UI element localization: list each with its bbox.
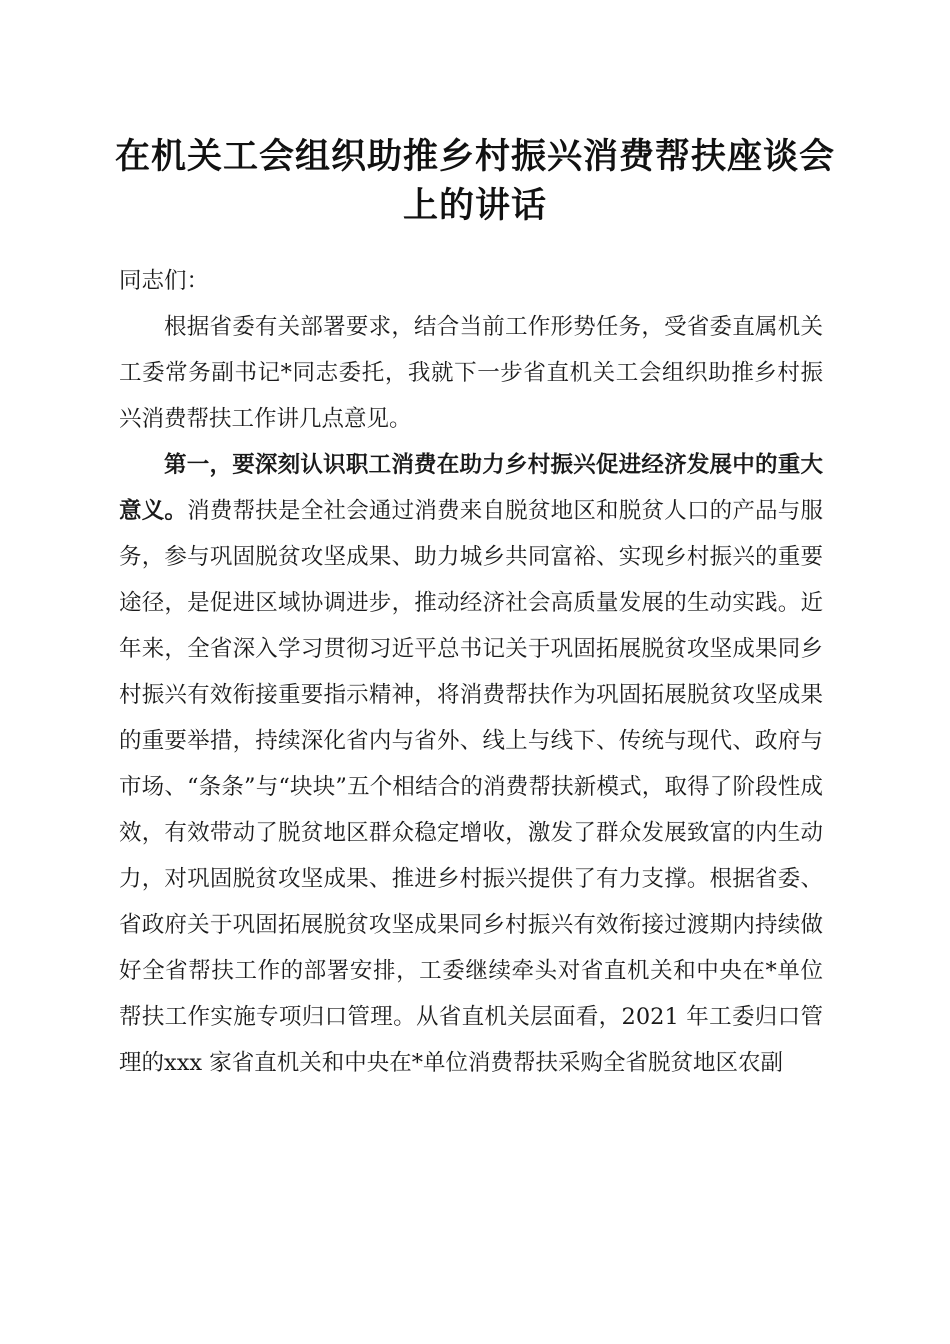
salutation: 同志们： <box>119 268 210 294</box>
paragraph-first-point <box>119 442 823 1086</box>
first-point-heading: 第一，要深刻认识职工消费在助力乡村振兴促进经济发展中的重大意义。 <box>119 452 823 524</box>
document-body <box>119 258 823 1086</box>
first-point-body: 消费帮扶是全社会通过消费来自脱贫地区和脱贫人口的产品与服务，参与巩固脱贫攻坚成果、助力城乡共同富裕、实现乡村振兴的重要途径，是促进区域协调进步，推动经济社会高质量发展的生动实践。近年来，全省深入学习贯彻习近平总书记关于巩固拓展脱贫攻坚成果同乡村振兴有效衔接重要指示精神，将消费帮扶作为巩固拓展脱贫攻坚成果的重要举措，持续深化省内与省外、线上与线下、传统与现代、政府与市场、“条条”与“块块”五个相结合的消费帮扶新模式，取得了阶段性成效，有效带动了脱贫地区群众稳定增收，激发了群众发展致富的内生动力，对巩固脱贫攻坚成果、推进乡村振兴提供了有力支撑。根据省委、省政府关于巩固拓展脱贫攻坚成果同乡村振兴有效衔接过渡期内持续做好全省帮扶工作的部署安排，工委继续牵头对省直机关和中央在*单位帮扶工作实施专项归口管理。从省直机关层面看，2021 年工委归口管理的xxx 家省直机关和中央在*单位消费帮扶采购全省脱贫地区农副 <box>119 498 823 1076</box>
paragraph-intro: 根据省委有关部署要求，结合当前工作形势任务，受省委直属机关工委常务副书记*同志委托，我就下一步省直机关工会组织助推乡村振兴消费帮扶工作讲几点意见。 <box>119 314 823 432</box>
document-title: 在机关工会组织助推乡村振兴消费帮扶座谈会上的讲话 <box>114 136 835 226</box>
